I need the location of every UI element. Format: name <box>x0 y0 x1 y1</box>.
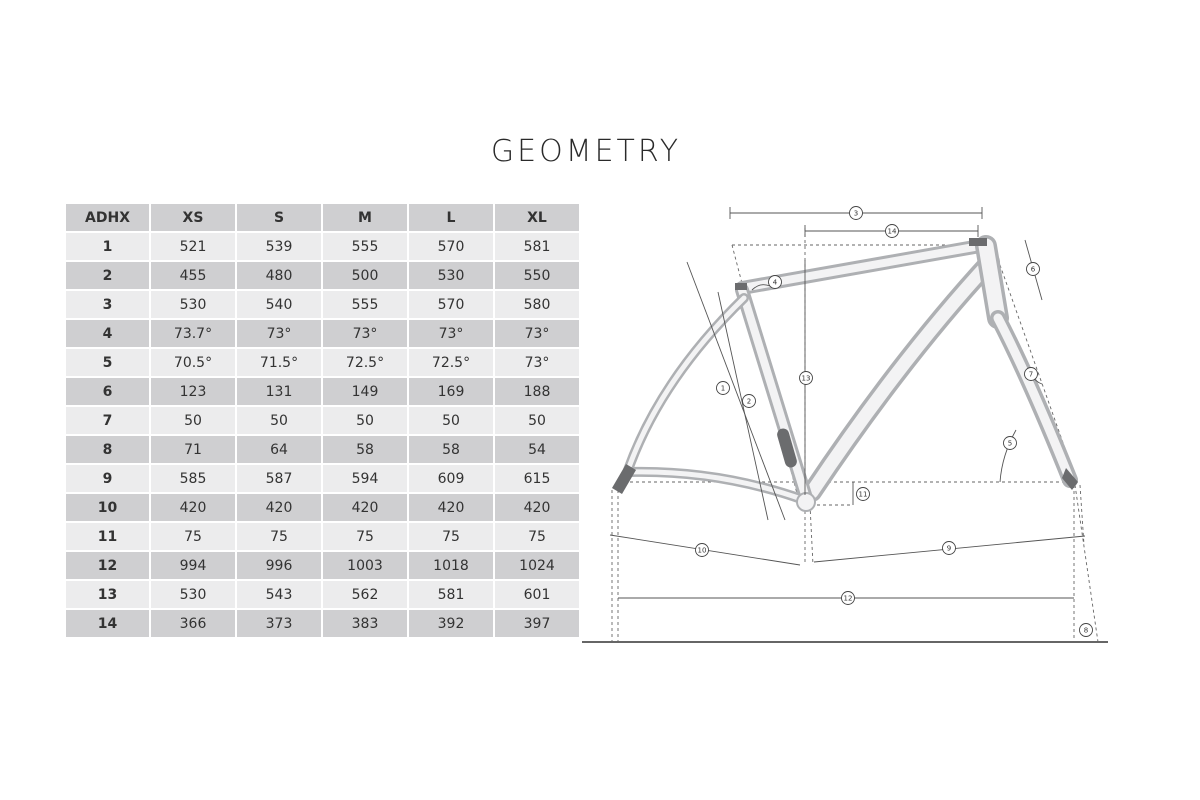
table-header-row <box>66 204 579 231</box>
table-cell: 581 <box>495 233 579 260</box>
table-cell: 73° <box>409 320 493 347</box>
table-row <box>66 262 579 289</box>
table-cell: 609 <box>409 465 493 492</box>
dimension-badge-label: 10 <box>697 546 707 555</box>
table-cell: 131 <box>237 378 321 405</box>
row-label: 9 <box>66 465 149 492</box>
dimension-badge-label: 2 <box>746 397 752 406</box>
size-header-s: S <box>237 204 321 231</box>
dimension-badge-6 <box>1027 263 1040 276</box>
table-cell: 169 <box>409 378 493 405</box>
row-label: 3 <box>66 291 149 318</box>
row-label: 2 <box>66 262 149 289</box>
table-row <box>66 436 579 463</box>
frame-geometry-diagram <box>580 195 1120 655</box>
table-cell: 149 <box>323 378 407 405</box>
table-cell: 500 <box>323 262 407 289</box>
table-cell: 366 <box>151 610 235 637</box>
table-row <box>66 233 579 260</box>
dimension-badges <box>696 207 1093 637</box>
table-cell: 50 <box>409 407 493 434</box>
table-cell: 73° <box>237 320 321 347</box>
dimension-badge-11 <box>857 488 870 501</box>
table-cell: 420 <box>495 494 579 521</box>
table-cell: 530 <box>151 581 235 608</box>
dimension-badge-14 <box>886 225 899 238</box>
dimension-badge-2 <box>743 395 756 408</box>
table-cell: 562 <box>323 581 407 608</box>
table-cell: 397 <box>495 610 579 637</box>
table-row <box>66 407 579 434</box>
table-cell: 570 <box>409 233 493 260</box>
row-label: 8 <box>66 436 149 463</box>
table-cell: 50 <box>495 407 579 434</box>
table-cell: 550 <box>495 262 579 289</box>
dimension-badge-label: 1 <box>720 384 726 393</box>
size-header-l: L <box>409 204 493 231</box>
dimension-badge-label: 11 <box>858 490 868 499</box>
table-cell: 601 <box>495 581 579 608</box>
dimension-badge-3 <box>850 207 863 220</box>
table-cell: 75 <box>409 523 493 550</box>
dimension-badge-5 <box>1004 437 1017 450</box>
table-row <box>66 494 579 521</box>
table-cell: 58 <box>409 436 493 463</box>
dimension-badge-label: 6 <box>1030 265 1036 274</box>
table-row <box>66 349 579 376</box>
table-cell: 994 <box>151 552 235 579</box>
table-cell: 587 <box>237 465 321 492</box>
row-label: 14 <box>66 610 149 637</box>
table-row <box>66 465 579 492</box>
geometry-table <box>64 202 581 639</box>
table-cell: 75 <box>237 523 321 550</box>
dimension-badge-7 <box>1025 368 1038 381</box>
dimension-badge-label: 13 <box>801 374 811 383</box>
table-cell: 73° <box>495 320 579 347</box>
table-cell: 75 <box>323 523 407 550</box>
size-header-m: M <box>323 204 407 231</box>
table-cell: 1024 <box>495 552 579 579</box>
table-cell: 580 <box>495 291 579 318</box>
table-cell: 570 <box>409 291 493 318</box>
table-cell: 480 <box>237 262 321 289</box>
dimension-badge-10 <box>696 544 709 557</box>
table-cell: 70.5° <box>151 349 235 376</box>
row-label: 5 <box>66 349 149 376</box>
dimension-badge-label: 9 <box>946 544 952 553</box>
size-header-xl: XL <box>495 204 579 231</box>
dimension-badge-1 <box>717 382 730 395</box>
row-label: 4 <box>66 320 149 347</box>
table-cell: 420 <box>323 494 407 521</box>
table-row <box>66 552 579 579</box>
table-cell: 72.5° <box>409 349 493 376</box>
table-cell: 71 <box>151 436 235 463</box>
bike-frame <box>612 238 1078 511</box>
row-label: 10 <box>66 494 149 521</box>
dimension-badge-label: 7 <box>1028 370 1034 379</box>
dimension-badge-label: 5 <box>1007 439 1013 448</box>
size-header-xs: XS <box>151 204 235 231</box>
table-cell: 555 <box>323 233 407 260</box>
row-label: 7 <box>66 407 149 434</box>
table-row <box>66 581 579 608</box>
table-cell: 383 <box>323 610 407 637</box>
table-cell: 73° <box>323 320 407 347</box>
row-label: 6 <box>66 378 149 405</box>
table-cell: 188 <box>495 378 579 405</box>
dimension-badge-label: 12 <box>843 594 853 603</box>
table-cell: 594 <box>323 465 407 492</box>
dimension-badge-label: 4 <box>772 278 778 287</box>
table-cell: 50 <box>151 407 235 434</box>
table-cell: 521 <box>151 233 235 260</box>
table-cell: 530 <box>409 262 493 289</box>
table-cell: 50 <box>237 407 321 434</box>
table-row <box>66 523 579 550</box>
row-label: 13 <box>66 581 149 608</box>
table-row <box>66 378 579 405</box>
table-cell: 455 <box>151 262 235 289</box>
dimension-badge-4 <box>769 276 782 289</box>
table-cell: 72.5° <box>323 349 407 376</box>
table-cell: 539 <box>237 233 321 260</box>
dimension-badge-label: 14 <box>887 227 897 236</box>
page-title: GEOMETRY <box>490 134 682 169</box>
row-label: 11 <box>66 523 149 550</box>
row-label: 12 <box>66 552 149 579</box>
row-label: 1 <box>66 233 149 260</box>
table-cell: 615 <box>495 465 579 492</box>
table-cell: 543 <box>237 581 321 608</box>
table-cell: 585 <box>151 465 235 492</box>
dimension-badge-13 <box>800 372 813 385</box>
table-cell: 530 <box>151 291 235 318</box>
table-cell: 123 <box>151 378 235 405</box>
dimension-badge-12 <box>842 592 855 605</box>
table-cell: 73° <box>495 349 579 376</box>
table-row <box>66 291 579 318</box>
table-row <box>66 610 579 637</box>
table-cell: 54 <box>495 436 579 463</box>
table-body <box>66 233 579 637</box>
table-cell: 581 <box>409 581 493 608</box>
table-cell: 1003 <box>323 552 407 579</box>
table-cell: 420 <box>237 494 321 521</box>
table-cell: 75 <box>151 523 235 550</box>
table-cell: 420 <box>151 494 235 521</box>
table-cell: 540 <box>237 291 321 318</box>
table-cell: 73.7° <box>151 320 235 347</box>
table-cell: 420 <box>409 494 493 521</box>
corner-header: ADHX <box>66 204 149 231</box>
table-cell: 1018 <box>409 552 493 579</box>
table-cell: 58 <box>323 436 407 463</box>
dimension-badge-label: 3 <box>853 209 859 218</box>
dimension-badge-label: 8 <box>1083 626 1089 635</box>
table-row <box>66 320 579 347</box>
table-cell: 50 <box>323 407 407 434</box>
dimension-badge-9 <box>943 542 956 555</box>
table-cell: 64 <box>237 436 321 463</box>
table-cell: 996 <box>237 552 321 579</box>
table-cell: 373 <box>237 610 321 637</box>
dimension-badge-8 <box>1080 624 1093 637</box>
table-cell: 555 <box>323 291 407 318</box>
table-cell: 392 <box>409 610 493 637</box>
table-cell: 71.5° <box>237 349 321 376</box>
table-cell: 75 <box>495 523 579 550</box>
